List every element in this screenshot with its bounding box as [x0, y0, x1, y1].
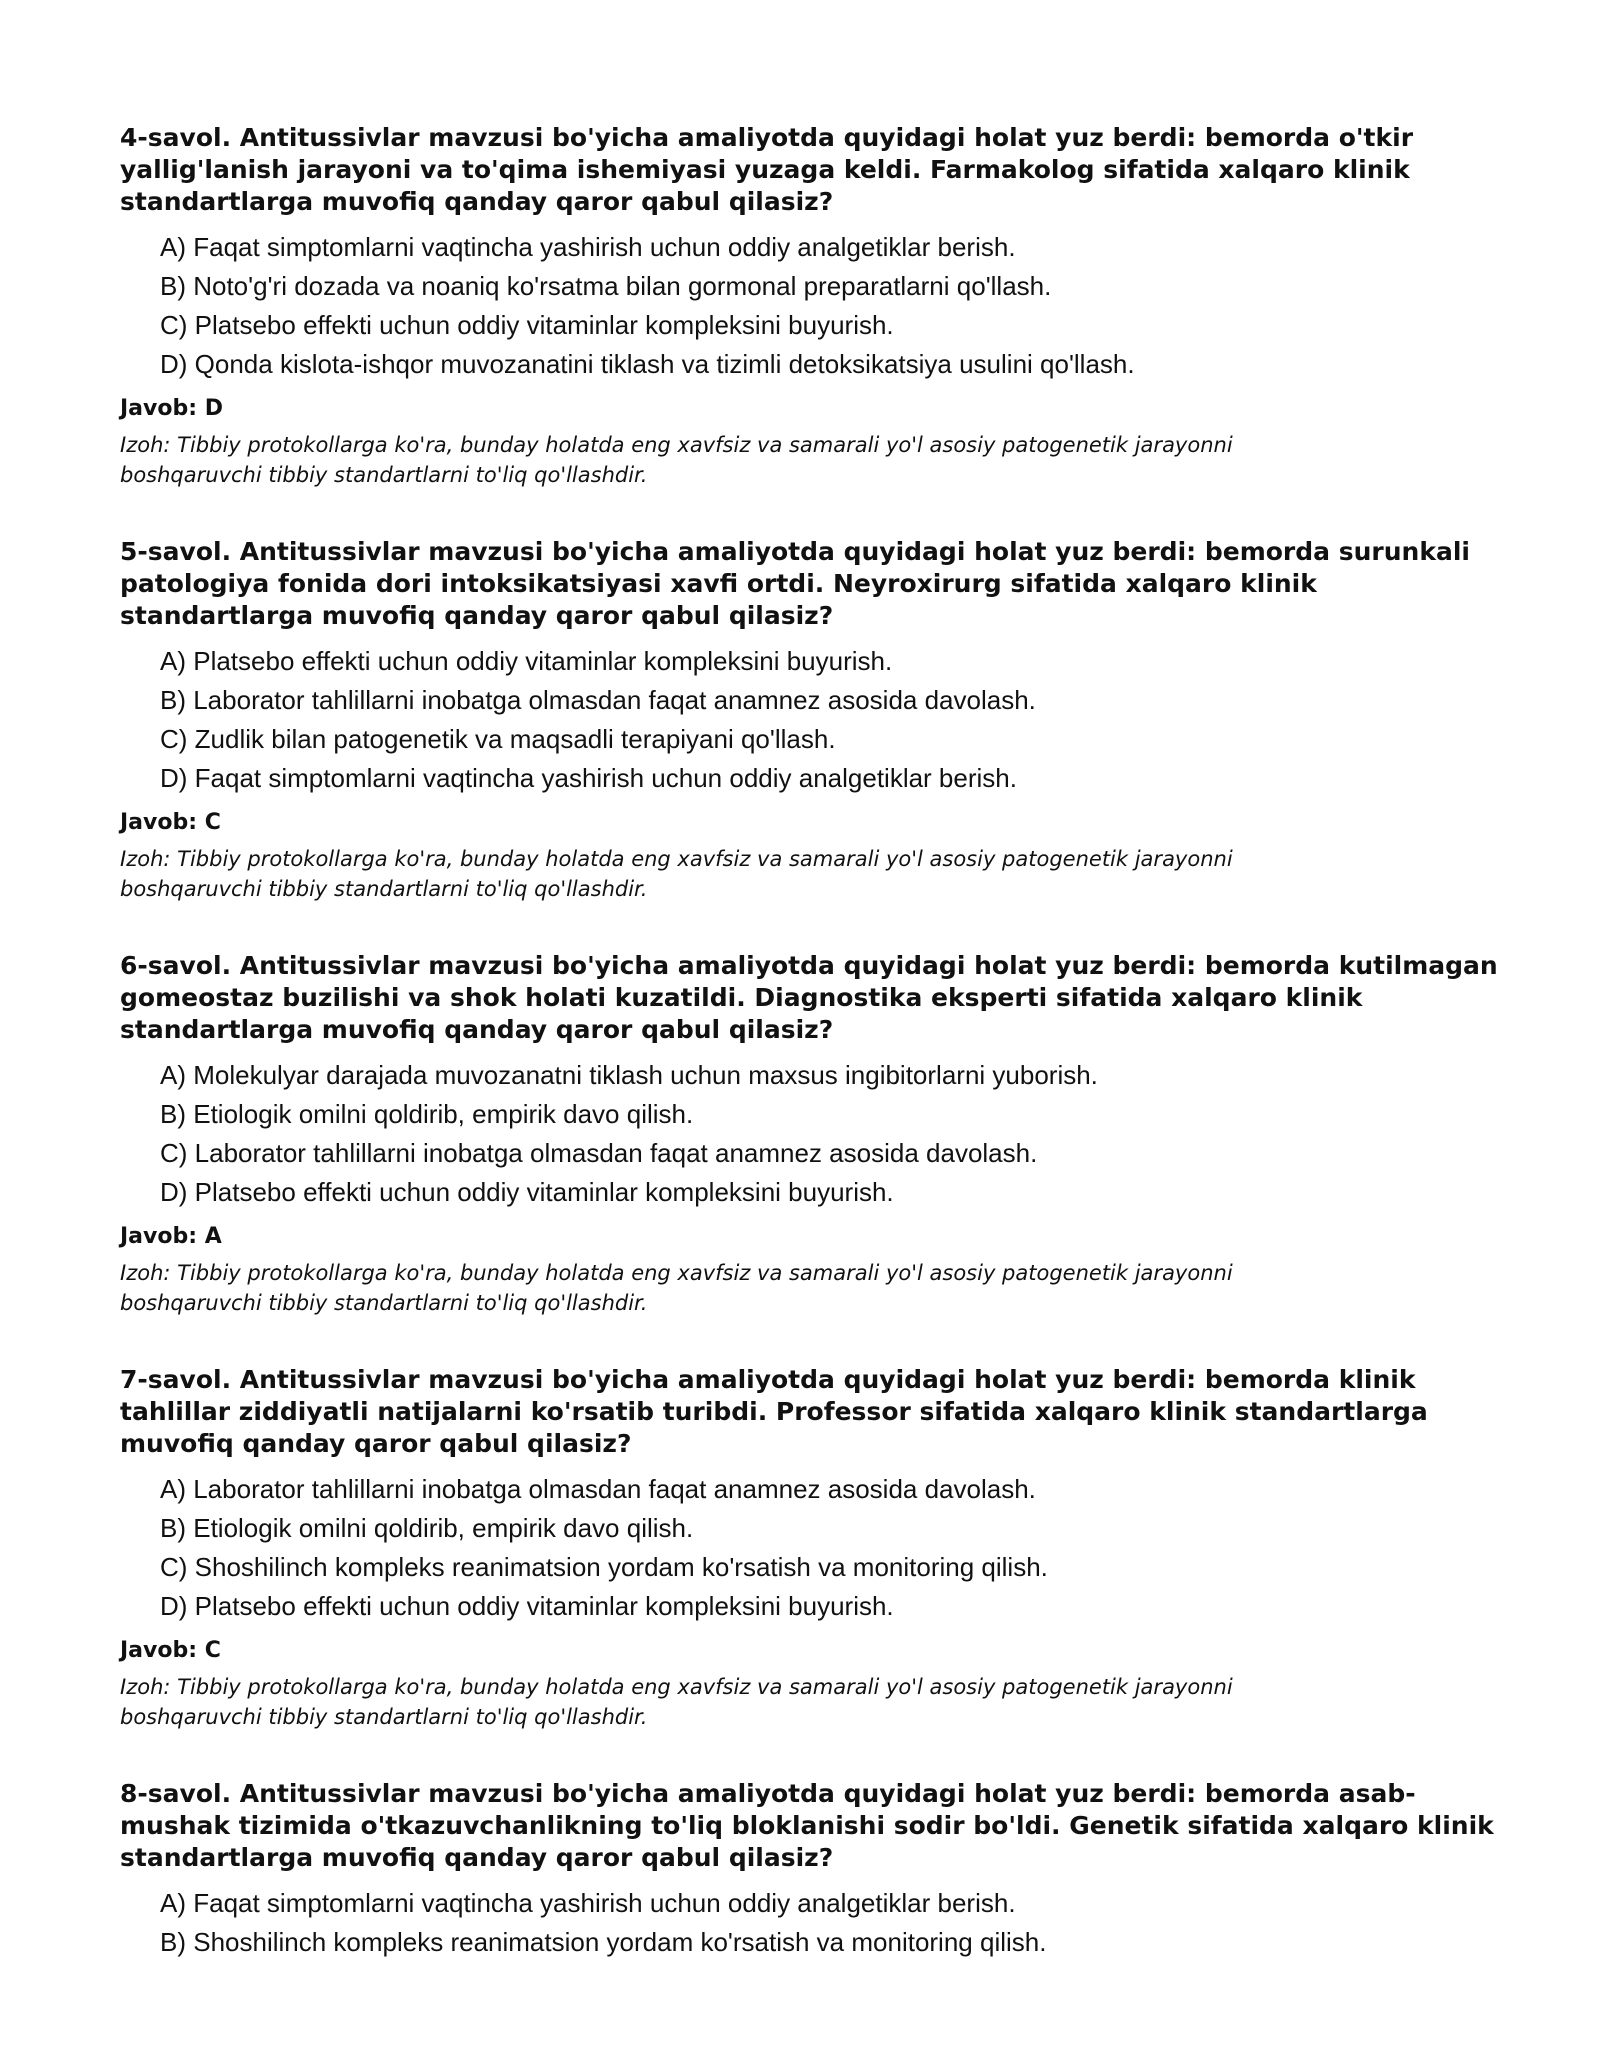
options-list — [120, 642, 1500, 798]
option-d: D) Faqat simptomlarni vaqtincha yashirish uchun oddiy analgetiklar berish. — [160, 763, 1017, 793]
options-list — [120, 228, 1500, 384]
question-6 — [120, 950, 1500, 1318]
options-list — [120, 1056, 1500, 1212]
explanation-note: Izoh: Tibbiy protokollarga ko'ra, bunday holatda eng xavfsiz va samarali yo'l asosiy patogenetik jarayonni boshqaruvchi tibbiy standartlarni to'liq qo'llashdir. — [120, 1675, 1233, 1729]
option-a: A) Molekulyar darajada muvozanatni tiklash uchun maxsus ingibitorlarni yuborish. — [160, 1060, 1098, 1090]
question-title: 6-savol. Antitussivlar mavzusi bo'yicha amaliyotda quyidagi holat yuz berdi: bemorda kutilmagan gomeostaz buzilishi va shok holati kuzatildi. Diagnostika eksperti sifatida xalqaro klinik standartlarga muvofiq qanday qaror qabul qilasiz? — [120, 951, 1498, 1044]
option-b: B) Laborator tahlillarni inobatga olmasdan faqat anamnez asosida davolash. — [160, 685, 1036, 715]
document-page — [120, 122, 1500, 2008]
question-title: 4-savol. Antitussivlar mavzusi bo'yicha amaliyotda quyidagi holat yuz berdi: bemorda o'tkir yallig'lanish jarayoni va to'qima ishemiyasi yuzaga keldi. Farmakolog sifatida xalqaro klinik standartlarga muvofiq qanday qaror qabul qilasiz? — [120, 123, 1414, 216]
option-d: D) Qonda kislota-ishqor muvozanatini tiklash va tizimli detoksikatsiya usulini qo'llash. — [160, 349, 1135, 379]
question-title: 5-savol. Antitussivlar mavzusi bo'yicha amaliyotda quyidagi holat yuz berdi: bemorda surunkali patologiya fonida dori intoksikatsiyasi xavfi ortdi. Neyroxirurg sifatida xalqaro klinik standartlarga muvofiq qanday qaror qabul qilasiz? — [120, 537, 1470, 630]
explanation-note: Izoh: Tibbiy protokollarga ko'ra, bunday holatda eng xavfsiz va samarali yo'l asosiy patogenetik jarayonni boshqaruvchi tibbiy standartlarni to'liq qo'llashdir. — [120, 433, 1233, 487]
option-c: C) Laborator tahlillarni inobatga olmasdan faqat anamnez asosida davolash. — [160, 1138, 1038, 1168]
option-a: A) Faqat simptomlarni vaqtincha yashirish uchun oddiy analgetiklar berish. — [160, 1888, 1016, 1918]
option-a: A) Laborator tahlillarni inobatga olmasdan faqat anamnez asosida davolash. — [160, 1474, 1036, 1504]
option-b: B) Etiologik omilni qoldirib, empirik davo qilish. — [160, 1099, 694, 1129]
option-b: B) Shoshilinch kompleks reanimatsion yordam ko'rsatish va monitoring qilish. — [160, 1927, 1047, 1957]
question-5 — [120, 536, 1500, 904]
options-list — [120, 1470, 1500, 1626]
option-b: B) Etiologik omilni qoldirib, empirik davo qilish. — [160, 1513, 694, 1543]
question-7 — [120, 1364, 1500, 1732]
option-c: C) Zudlik bilan patogenetik va maqsadli terapiyani qo'llash. — [160, 724, 836, 754]
option-b: B) Noto'g'ri dozada va noaniq ko'rsatma bilan gormonal preparatlarni qo'llash. — [160, 271, 1052, 301]
explanation-note: Izoh: Tibbiy protokollarga ko'ra, bunday holatda eng xavfsiz va samarali yo'l asosiy patogenetik jarayonni boshqaruvchi tibbiy standartlarni to'liq qo'llashdir. — [120, 847, 1233, 901]
option-c: C) Shoshilinch kompleks reanimatsion yordam ko'rsatish va monitoring qilish. — [160, 1552, 1048, 1582]
option-c: C) Platsebo effekti uchun oddiy vitaminlar kompleksini buyurish. — [160, 310, 894, 340]
option-a: A) Faqat simptomlarni vaqtincha yashirish uchun oddiy analgetiklar berish. — [160, 232, 1016, 262]
explanation-note: Izoh: Tibbiy protokollarga ko'ra, bunday holatda eng xavfsiz va samarali yo'l asosiy patogenetik jarayonni boshqaruvchi tibbiy standartlarni to'liq qo'llashdir. — [120, 1261, 1233, 1315]
option-a: A) Platsebo effekti uchun oddiy vitaminlar kompleksini buyurish. — [160, 646, 893, 676]
answer: Javob: C — [120, 810, 221, 835]
option-d: D) Platsebo effekti uchun oddiy vitaminlar kompleksini buyurish. — [160, 1177, 894, 1207]
answer: Javob: C — [120, 1638, 221, 1663]
option-d: D) Platsebo effekti uchun oddiy vitaminlar kompleksini buyurish. — [160, 1591, 894, 1621]
answer: Javob: D — [120, 396, 223, 421]
question-4 — [120, 122, 1500, 490]
question-title: 8-savol. Antitussivlar mavzusi bo'yicha amaliyotda quyidagi holat yuz berdi: bemorda asab-mushak tizimida o'tkazuvchanlikning to'liq bloklanishi sodir bo'ldi. Genetik sifatida xalqaro klinik standartlarga muvofiq qanday qaror qabul qilasiz? — [120, 1779, 1494, 1872]
answer: Javob: A — [120, 1224, 222, 1249]
question-title: 7-savol. Antitussivlar mavzusi bo'yicha amaliyotda quyidagi holat yuz berdi: bemorda klinik tahlillar ziddiyatli natijalarni ko'rsatib turibdi. Professor sifatida xalqaro klinik standartlarga muvofiq qanday qaror qabul qilasiz? — [120, 1365, 1428, 1458]
question-8 — [120, 1778, 1500, 1962]
options-list — [120, 1884, 1500, 1962]
